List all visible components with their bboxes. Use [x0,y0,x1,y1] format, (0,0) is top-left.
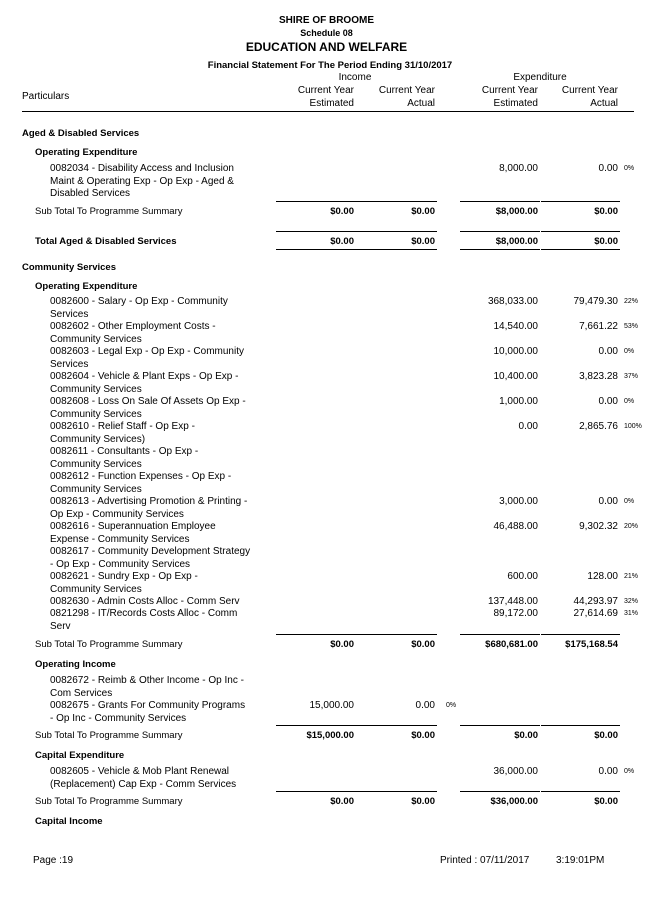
col-expenditure-estimated-header: Current Year Estimated [481,85,538,109]
line-item-description: 0082617 - Community Development Strategy [50,546,251,557]
total-rule [460,231,540,232]
group-heading: Operating Income [35,659,116,670]
line-item-e-act-value: 79,479.30 [573,296,618,307]
subtotal-rule [276,634,356,635]
section-heading: Community Services [22,262,116,273]
line-item-i-act-value: 0.00 [415,700,435,711]
line-item-description: 0082612 - Function Expenses - Op Exp - [50,471,232,482]
line-item-description: Community Services [50,458,142,470]
subtotal-rule [541,634,620,635]
line-item-e-est-value: 1,000.00 [499,396,538,407]
subtotal-rule [460,634,540,635]
subtotal-label: Sub Total To Programme Summary [35,730,183,741]
line-item-description: Community Services) [50,433,146,445]
line-item-e-est-value: 10,000.00 [493,346,538,357]
printed-time: 3:19:01PM [556,855,605,866]
line-item-percent: 0% [624,768,635,775]
subtotal-i-act-value: $0.00 [411,730,435,741]
schedule-label: Schedule 08 [300,28,353,38]
line-item-e-est-value: 89,172.00 [493,608,538,619]
subtotal-i-act-value: $0.00 [411,639,435,650]
line-item-e-act-value: 27,614.69 [573,608,618,619]
total-underline [541,249,620,250]
line-item-e-est-value: 368,033.00 [487,296,538,307]
line-item-e-act-value: 0.00 [598,346,618,357]
total-underline [460,249,540,250]
line-item-e-act-value: 3,823.28 [579,371,618,382]
subtotal-i-est-value: $15,000.00 [306,730,354,741]
subtotal-i-est-value: $0.00 [330,639,354,650]
total-e-act-value: $0.00 [594,236,618,247]
line-item-e-est-value: 3,000.00 [499,496,538,507]
col-income-actual-header: Current Year Actual [378,85,435,109]
line-item-description: - Op Exp - Community Services [50,558,191,570]
line-item-description: (Replacement) Cap Exp - Comm Services [50,778,237,790]
line-item-description: Community Services [50,583,142,595]
subtotal-rule [276,725,356,726]
subtotal-rule [541,725,620,726]
line-item-percent: 100% [624,423,642,430]
subtotal-i-est-value: $0.00 [330,206,354,217]
line-item-description: Op Exp - Community Services [50,508,184,520]
subtotal-rule [356,725,437,726]
subtotal-rule [541,201,620,202]
total-rule [356,231,437,232]
line-item-description: 0082604 - Vehicle & Plant Exps - Op Exp - [50,371,239,382]
line-item-e-act-value: 2,865.76 [579,421,618,432]
org-name: SHIRE OF BROOME [278,15,374,26]
line-item-description: - Op Inc - Community Services [50,712,187,724]
line-item-description: 0082600 - Salary - Op Exp - Community [50,296,228,307]
line-item-e-act-value: 0.00 [598,766,618,777]
line-item-description: 0082605 - Vehicle & Mob Plant Renewal [50,766,230,777]
line-item-description: Com Services [50,687,113,699]
income-label: Income [338,72,372,83]
section-heading: Aged & Disabled Services [22,128,140,139]
subtotal-e-act-value: $0.00 [594,796,618,807]
subtotal-rule [356,634,437,635]
line-item-i-est-value: 15,000.00 [309,700,354,711]
line-item-e-act-value: 44,293.97 [573,596,618,607]
subtotal-rule [460,725,540,726]
line-item-e-act-value: 0.00 [598,163,618,174]
line-item-description: 0082613 - Advertising Promotion & Printing - [50,496,248,507]
subtotal-i-act-value: $0.00 [411,206,435,217]
total-i-act-value: $0.00 [411,236,435,247]
line-item-description: Services [50,308,89,320]
subtotal-e-est-value: $8,000.00 [495,206,538,217]
total-rule [541,231,620,232]
line-item-percent: 0% [624,348,635,355]
line-item-percent: 0% [624,398,635,405]
line-item-description: Serv [50,620,71,632]
line-item-e-act-value: 7,661.22 [579,321,618,332]
line-item-e-est-value: 14,540.00 [493,321,538,332]
line-item-description: Community Services [50,333,142,345]
line-item-description: Community Services [50,483,142,495]
line-item-e-act-value: 128.00 [587,571,618,582]
line-item-e-act-value: 9,302.32 [579,521,618,532]
group-heading: Operating Expenditure [35,281,138,292]
line-item-e-est-value: 0.00 [518,421,538,432]
group-heading: Capital Income [35,816,103,827]
line-item-e-act-value: 0.00 [598,496,618,507]
line-item-e-est-value: 8,000.00 [499,163,538,174]
line-item-percent: 53% [624,323,639,330]
line-item-e-est-value: 46,488.00 [493,521,538,532]
group-heading: Operating Expenditure [35,147,138,158]
subtotal-i-est-value: $0.00 [330,796,354,807]
line-item-description: 0082621 - Sundry Exp - Op Exp - [50,571,198,582]
line-item-e-est-value: 36,000.00 [493,766,538,777]
subtotal-e-act-value: $175,168.54 [565,639,618,650]
subtotal-label: Sub Total To Programme Summary [35,206,183,217]
subtotal-e-act-value: $0.00 [594,206,618,217]
line-item-description: 0082675 - Grants For Community Programs [50,700,246,711]
line-item-description: Services [50,358,89,370]
line-item-description: Expense - Community Services [50,533,190,545]
subtotal-rule [541,791,620,792]
total-i-est-value: $0.00 [330,236,354,247]
line-item-description: 0082630 - Admin Costs Alloc - Comm Serv [50,596,240,607]
particulars-header: Particulars [22,91,70,102]
line-item-description: 0082616 - Superannuation Employee [50,521,216,532]
subtotal-label: Sub Total To Programme Summary [35,639,183,650]
line-item-percent: 0% [624,165,635,172]
subtotal-rule [356,791,437,792]
line-item-description: 0082608 - Loss On Sale Of Assets Op Exp - [50,396,246,407]
page-title: EDUCATION AND WELFARE [245,40,408,54]
subtotal-e-act-value: $0.00 [594,730,618,741]
line-item-percent: 31% [624,610,639,617]
line-item-description: Disabled Services [50,188,131,199]
subtotal-rule [356,201,437,202]
line-item-description: Maint & Operating Exp - Op Exp - Aged & [50,175,234,187]
subtotal-label: Sub Total To Programme Summary [35,796,183,807]
group-heading: Capital Expenditure [35,750,125,761]
line-item-description: 0821298 - IT/Records Costs Alloc - Comm [50,608,238,619]
line-item-description: 0082034 - Disability Access and Inclusion [50,163,234,174]
line-item-e-est-value: 10,400.00 [493,371,538,382]
line-item-e-est-value: 137,448.00 [487,596,538,607]
line-item-percent: 20% [624,523,639,530]
line-item-description: 0082603 - Legal Exp - Op Exp - Community [50,346,244,357]
total-underline [276,249,356,250]
line-item-description: Community Services [50,408,142,420]
page-subtitle: Financial Statement For The Period Ending 31/10/2017 [207,60,453,71]
line-item-e-act-value: 0.00 [598,396,618,407]
line-item-description: 0082602 - Other Employment Costs - [50,321,216,332]
subtotal-rule [276,201,356,202]
subtotal-e-est-value: $680,681.00 [485,639,538,650]
line-item-percent: 32% [624,598,639,605]
expenditure-label: Expenditure [513,72,567,83]
subtotal-rule [460,791,540,792]
total-e-est-value: $8,000.00 [495,236,538,247]
col-income-estimated-header: Current Year Estimated [297,85,354,109]
line-item-percent: 21% [624,573,639,580]
col-expenditure-actual-header: Current Year Actual [561,85,618,109]
line-item-percent: 0% [624,498,635,505]
total-underline [356,249,437,250]
line-item-description: 0082610 - Relief Staff - Op Exp - [50,421,195,432]
line-item-description: Community Services [50,383,142,395]
total-rule [276,231,356,232]
line-item-percent: 22% [624,298,639,305]
line-item-percent: 0% [446,702,457,709]
printed-date: Printed : 07/11/2017 [440,855,530,866]
line-item-e-est-value: 600.00 [507,571,538,582]
subtotal-i-act-value: $0.00 [411,796,435,807]
subtotal-rule [460,201,540,202]
page-number: Page :19 [33,855,74,866]
line-item-description: 0082672 - Reimb & Other Income - Op Inc - [50,675,244,686]
header-rule [22,111,634,112]
subtotal-e-est-value: $0.00 [514,730,538,741]
subtotal-e-est-value: $36,000.00 [490,796,538,807]
line-item-percent: 37% [624,373,639,380]
total-label: Total Aged & Disabled Services [35,236,177,247]
line-item-description: 0082611 - Consultants - Op Exp - [50,446,199,457]
subtotal-rule [276,791,356,792]
